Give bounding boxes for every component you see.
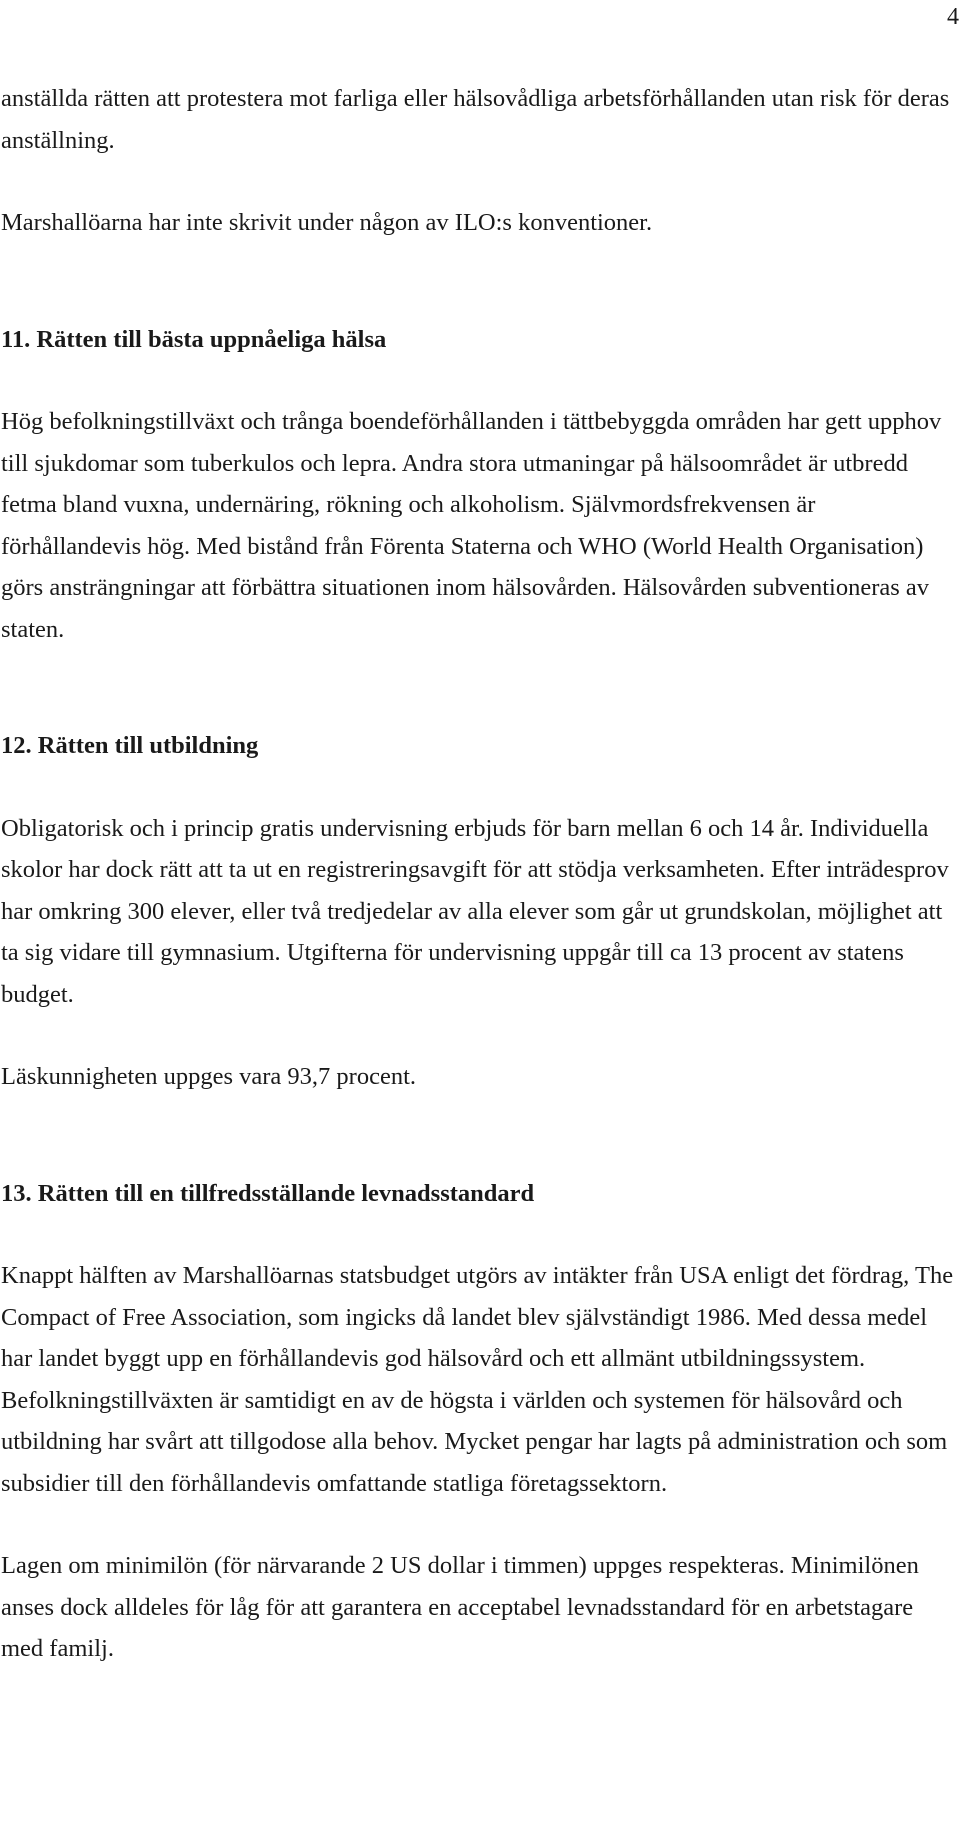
section-12-paragraph-2: Läskunnigheten uppges vara 93,7 procent. xyxy=(1,1063,417,1090)
intro-paragraph-2: Marshallöarna har inte skrivit under någon av ILO:s konventioner. xyxy=(1,209,653,236)
intro-paragraph-1: anställda rätten att protestera mot farliga eller hälsovådliga arbetsförhållanden utan risk för deras anställning. xyxy=(1,85,950,154)
section-12-heading: 12. Rätten till utbildning xyxy=(1,732,259,759)
section-11-heading: 11. Rätten till bästa uppnåeliga hälsa xyxy=(1,325,387,353)
section-13-paragraph-2: Lagen om minimilön (för närvarande 2 US dollar i timmen) uppges respekteras. Minimilönen anses dock alldeles för låg för att garantera en acceptabel levnadsstandard för en arbetstagare med familj. xyxy=(1,1552,919,1662)
page-content xyxy=(1,78,956,1670)
section-13-heading: 13. Rätten till en tillfredsställande levnadsstandard xyxy=(1,1179,535,1207)
section-13-paragraph-1: Knappt hälften av Marshallöarnas statsbudget utgörs av intäkter från USA enligt det fördrag, The Compact of Free Association, som ingicks då landet blev självständigt 1986. Med dessa medel har landet byggt upp en förhållandevis god hälsovård och ett allmänt utbildningssystem. Befolkningstillväxten är samtidigt en av de högsta i världen och systemen för hälsovård och utbildning har svårt att tillgodose alla behov. Mycket pengar har lagts på administration och som subsidier till den förhållandevis omfattande statliga företagssektorn. xyxy=(1,1262,954,1497)
section-12-paragraph-1: Obligatorisk och i princip gratis undervisning erbjuds för barn mellan 6 och 14 år. Individuella skolor har dock rätt att ta ut en registreringsavgift för att stödja verksamheten. Efter inträdesprov har omkring 300 elever, eller två tredjedelar av alla elever som går ut grundskolan, möjlighet att ta sig vidare till gymnasium. Utgifterna för undervisning uppgår till ca 13 procent av statens budget. xyxy=(1,814,949,1008)
section-11-paragraph-1: Hög befolkningstillväxt och trånga boendeförhållanden i tättbebyggda områden har gett upphov till sjukdomar som tuberkulos och lepra. Andra stora utmaningar på hälsoområdet är utbredd fetma bland vuxna, undernäring, rökning och alkoholism. Självmordsfrekvensen är förhållandevis hög. Med bistånd från Förenta Staterna och WHO (World Health Organisation) görs ansträngningar att förbättra situationen inom hälsovården. Hälsovården subventioneras av staten. xyxy=(1,408,942,643)
page-number: 4 xyxy=(947,4,959,30)
